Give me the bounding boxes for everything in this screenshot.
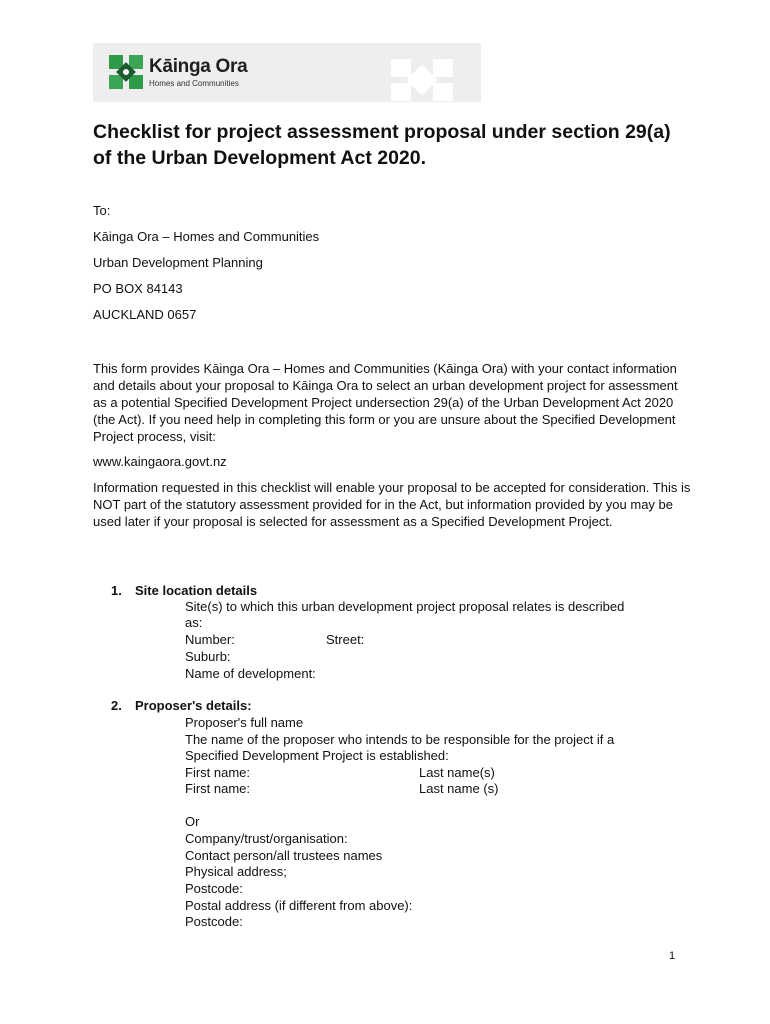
address-line-1: Kāinga Ora – Homes and Communities: [93, 229, 320, 244]
section-1-desc-line-1: Site(s) to which this urban development project proposal relates is described: [185, 599, 625, 614]
section-2-desc-line-2: Specified Development Project is established:: [185, 748, 449, 763]
postcode-label-2: Postcode:: [185, 914, 243, 929]
first-name-label-2: First name:: [185, 781, 251, 796]
postcode-label-1: Postcode:: [185, 881, 243, 896]
logo-tagline: Homes and Communities: [149, 79, 239, 88]
company-label: Company/trust/organisation:: [185, 831, 348, 846]
logo-name: Kāinga Ora: [149, 56, 248, 77]
street-label: Street:: [326, 632, 365, 647]
suburb-label: Suburb:: [185, 649, 231, 664]
section-2-heading: Proposer's details:: [135, 698, 252, 713]
last-name-label-2: Last name (s): [419, 781, 499, 796]
section-2-number: 2.: [111, 698, 122, 713]
development-name-label: Name of development:: [185, 666, 316, 681]
address-to: To:: [93, 203, 111, 218]
page-number: 1: [669, 950, 676, 962]
kainga-ora-logo-icon: [109, 55, 143, 89]
intro-paragraph: This form provides Kāinga Ora – Homes and Communities (Kāinga Ora) with your contact information and details about your proposal to Kāinga Ora to select an urban development project for assessment as a potential Specified Development Project undersection 29(a) of the Urban Development Act 2020 (the Act). If you need help in completing this form or you are unsure about the Specified Development Project process, visit:: [93, 361, 678, 444]
address-line-3: PO BOX 84143: [93, 281, 183, 296]
number-label: Number:: [185, 632, 235, 647]
last-name-label-1: Last name(s): [419, 765, 495, 780]
physical-address-label: Physical address;: [185, 864, 287, 879]
section-2-desc-line-1: The name of the proposer who intends to be responsible for the project if a: [185, 732, 615, 747]
contact-person-label: Contact person/all trustees names: [185, 848, 383, 863]
section-1-number: 1.: [111, 583, 122, 598]
address-line-4: AUCKLAND 0657: [93, 307, 197, 322]
or-label: Or: [185, 814, 200, 829]
website-link[interactable]: www.kaingaora.govt.nz: [93, 454, 227, 469]
logo-watermark-icon: [387, 55, 457, 105]
section-1-heading: Site location details: [135, 583, 258, 598]
header-banner: [93, 43, 481, 102]
document-title: Checklist for project assessment proposal under section 29(a) of the Urban Development Act 2020.: [93, 121, 671, 169]
section-1-desc-line-2: as:: [185, 615, 203, 630]
first-name-label-1: First name:: [185, 765, 251, 780]
consideration-paragraph: Information requested in this checklist will enable your proposal to be accepted for consideration. This is NOT part of the statutory assessment provided for in the Act, but information provided by you may be used later if your proposal is selected for assessment as a Specified Development Project.: [93, 480, 691, 529]
proposer-full-name-label: Proposer's full name: [185, 715, 304, 730]
postal-address-label: Postal address (if different from above):: [185, 898, 413, 913]
address-line-2: Urban Development Planning: [93, 255, 263, 270]
